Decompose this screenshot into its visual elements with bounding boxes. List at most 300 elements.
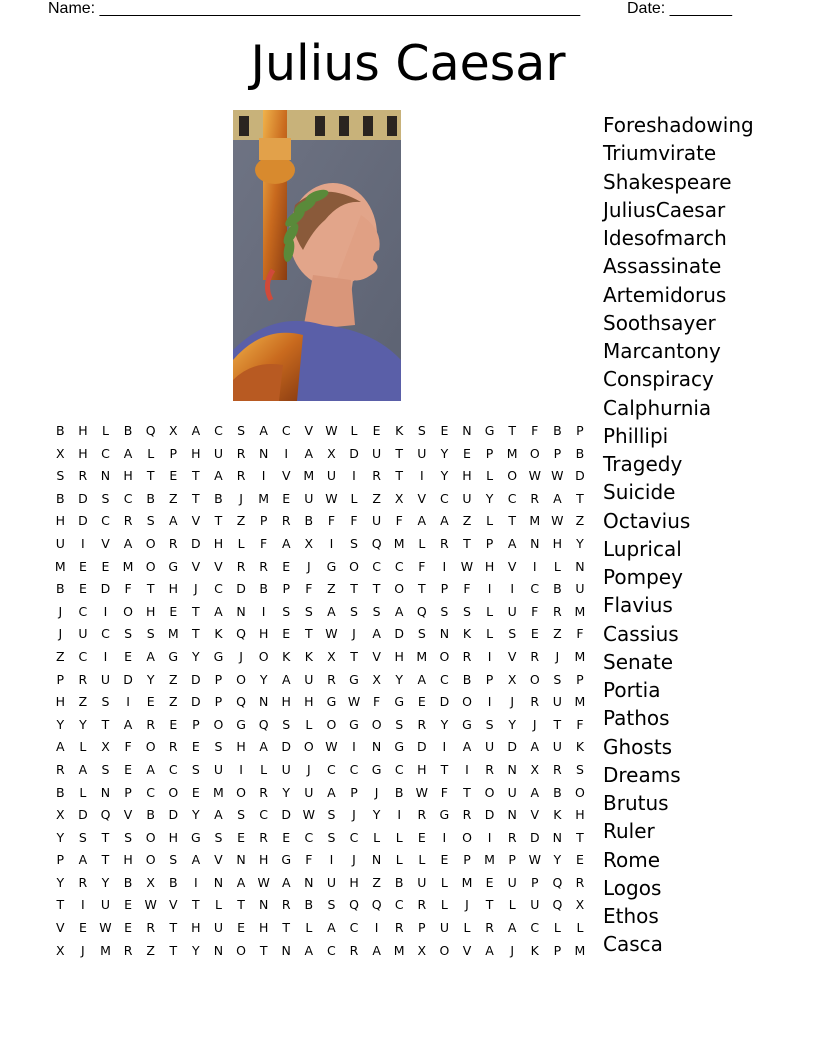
grid-letter: S: [463, 603, 471, 619]
grid-letter: C: [394, 558, 404, 574]
grid-letter: A: [123, 445, 133, 461]
grid-letter: R: [530, 648, 540, 664]
grid-letter: M: [416, 648, 428, 664]
grid-letter: I: [419, 468, 424, 484]
word-list-item: Marcantony: [603, 339, 721, 363]
grid-letter: L: [440, 874, 448, 890]
grid-row: [49, 804, 591, 827]
grid-letter: G: [281, 852, 292, 868]
grid-letter: K: [395, 423, 404, 438]
grid-letter: D: [529, 829, 540, 845]
grid-letter: L: [418, 852, 426, 868]
grid-letter: V: [168, 897, 178, 913]
grid-letter: O: [575, 784, 585, 800]
grid-letter: E: [372, 423, 381, 438]
grid-letter: R: [123, 942, 133, 958]
grid-letter: M: [258, 490, 270, 506]
grid-letter: T: [395, 468, 404, 484]
grid-letter: B: [394, 874, 404, 890]
grid-letter: F: [576, 716, 584, 732]
grid-letter: N: [507, 761, 517, 777]
grid-letter: Z: [56, 648, 65, 664]
grid-letter: M: [167, 626, 179, 642]
grid-letter: M: [122, 558, 134, 574]
grid-row: [49, 940, 591, 963]
grid-letter: R: [146, 920, 156, 936]
grid-letter: F: [576, 626, 584, 642]
grid-letter: H: [123, 852, 133, 868]
grid-letter: H: [484, 558, 495, 574]
grid-letter: I: [126, 694, 130, 710]
grid-letter: R: [259, 784, 268, 800]
grid-letter: M: [393, 942, 405, 958]
grid-letter: S: [553, 671, 562, 687]
grid-letter: C: [440, 490, 449, 506]
grid-letter: R: [236, 558, 246, 574]
grid-letter: A: [394, 603, 404, 619]
grid-letter: R: [281, 513, 291, 529]
grid-letter: C: [327, 761, 336, 777]
grid-letter: L: [102, 423, 109, 438]
grid-letter: S: [327, 829, 336, 845]
grid-letter: L: [79, 739, 87, 755]
grid-letter: A: [191, 423, 201, 438]
grid-letter: A: [327, 784, 336, 800]
grid-letter: J: [532, 716, 537, 732]
grid-letter: N: [281, 942, 291, 958]
grid-letter: O: [213, 716, 224, 732]
name-line: Name: ______________________________________________________: [48, 0, 581, 17]
grid-letter: I: [284, 445, 289, 461]
grid-letter: R: [123, 513, 133, 529]
grid-letter: N: [462, 423, 472, 438]
grid-letter: U: [78, 626, 88, 642]
grid-letter: U: [507, 874, 517, 890]
grid-letter: E: [169, 468, 178, 484]
grid-letter: G: [462, 716, 472, 732]
grid-letter: U: [485, 739, 495, 755]
grid-letter: A: [146, 648, 155, 664]
grid-letter: B: [146, 490, 155, 506]
grid-letter: V: [530, 807, 540, 823]
grid-letter: V: [417, 490, 427, 506]
grid-letter: W: [325, 739, 338, 755]
grid-letter: P: [169, 445, 178, 461]
grid-letter: M: [484, 852, 495, 868]
grid-letter: K: [304, 648, 313, 664]
grid-letter: C: [372, 558, 381, 574]
grid-letter: T: [214, 513, 223, 529]
grid-letter: N: [371, 739, 382, 755]
date-line: Date: _______: [627, 0, 732, 17]
grid-letter: W: [528, 468, 541, 484]
grid-letter: C: [101, 626, 110, 642]
grid-letter: A: [485, 942, 494, 958]
grid-letter: D: [439, 694, 450, 710]
grid-letter: H: [394, 648, 404, 664]
grid-letter: X: [372, 671, 381, 687]
grid-letter: B: [304, 897, 314, 913]
grid-letter: E: [169, 716, 178, 732]
grid-letter: U: [417, 445, 427, 461]
grid-letter: R: [327, 671, 336, 687]
grid-letter: Y: [576, 535, 584, 551]
grid-row: [49, 465, 591, 488]
grid-letter: E: [169, 603, 178, 619]
word-list-item: Flavius: [603, 593, 673, 618]
word-list-item: Portia: [603, 678, 661, 702]
grid-letter: I: [397, 807, 402, 823]
grid-letter: W: [347, 694, 361, 710]
grid-letter: Z: [327, 581, 336, 597]
grid-letter: P: [56, 671, 65, 687]
grid-letter: W: [551, 513, 564, 529]
grid-letter: F: [124, 581, 132, 597]
grid-row: [49, 601, 591, 624]
grid-letter: A: [236, 874, 246, 890]
grid-letter: Q: [416, 603, 427, 619]
grid-letter: N: [371, 852, 382, 868]
grid-letter: U: [213, 761, 224, 777]
grid-letter: R: [55, 761, 65, 777]
grid-letter: S: [440, 603, 449, 619]
grid-letter: K: [553, 807, 562, 823]
grid-letter: H: [281, 694, 291, 710]
grid-letter: B: [123, 874, 133, 890]
grid-row: [49, 736, 591, 759]
grid-letter: F: [124, 739, 132, 755]
grid-letter: Q: [371, 535, 382, 551]
grid-letter: F: [440, 784, 448, 800]
grid-letter: U: [281, 761, 291, 777]
grid-letter: T: [101, 829, 110, 845]
grid-letter: I: [487, 694, 492, 710]
grid-letter: U: [552, 694, 562, 710]
grid-letter: E: [146, 694, 155, 710]
grid-letter: L: [214, 897, 222, 913]
grid-letter: D: [575, 468, 585, 484]
grid-letter: S: [124, 829, 133, 845]
grid-letter: B: [259, 581, 268, 597]
grid-letter: V: [462, 942, 472, 958]
grid-letter: Z: [553, 626, 562, 642]
grid-letter: T: [101, 716, 110, 732]
grid-letter: A: [214, 468, 223, 484]
word-search-grid: [49, 420, 591, 962]
grid-letter: I: [442, 829, 447, 845]
grid-letter: F: [305, 852, 313, 868]
grid-letter: C: [123, 490, 133, 506]
grid-letter: S: [101, 761, 110, 777]
grid-letter: J: [239, 648, 243, 664]
grid-letter: D: [100, 581, 111, 597]
grid-row: [49, 488, 591, 511]
grid-letter: D: [123, 671, 133, 687]
grid-letter: L: [553, 920, 561, 936]
grid-letter: S: [146, 626, 155, 642]
grid-letter: J: [352, 852, 356, 868]
grid-letter: T: [192, 626, 200, 642]
grid-letter: S: [417, 423, 426, 438]
grid-letter: Q: [371, 897, 382, 913]
grid-row: [49, 556, 591, 579]
grid-letter: X: [304, 535, 314, 551]
grid-letter: D: [191, 671, 201, 687]
grid-letter: B: [56, 490, 65, 506]
grid-letter: H: [191, 920, 201, 936]
worksheet-header: [48, 0, 748, 20]
grid-letter: L: [463, 920, 471, 936]
grid-letter: N: [213, 942, 224, 958]
grid-letter: G: [326, 558, 337, 574]
grid-letter: S: [395, 716, 404, 732]
grid-letter: S: [214, 829, 223, 845]
grid-letter: P: [56, 852, 65, 868]
grid-letter: R: [485, 761, 494, 777]
grid-letter: N: [213, 874, 224, 890]
grid-letter: E: [576, 852, 584, 868]
grid-letter: P: [485, 445, 494, 461]
grid-letter: S: [327, 897, 336, 913]
grid-letter: C: [101, 445, 110, 461]
grid-letter: H: [78, 423, 88, 438]
grid-letter: R: [553, 761, 562, 777]
grid-letter: R: [530, 694, 540, 710]
grid-letter: Q: [236, 626, 246, 642]
grid-letter: H: [552, 535, 563, 551]
grid-letter: Y: [485, 490, 494, 506]
grid-letter: P: [418, 920, 426, 936]
grid-letter: Y: [146, 671, 155, 687]
grid-letter: X: [417, 942, 427, 958]
grid-letter: D: [484, 807, 495, 823]
grid-row: [49, 714, 591, 737]
grid-letter: L: [395, 829, 403, 845]
grid-letter: I: [261, 603, 266, 619]
grid-letter: P: [282, 581, 290, 597]
grid-row: [49, 623, 591, 646]
grid-letter: N: [236, 603, 246, 619]
grid-letter: N: [439, 626, 450, 642]
grid-letter: H: [191, 445, 201, 461]
grid-letter: R: [78, 468, 88, 484]
grid-letter: M: [574, 694, 586, 710]
grid-letter: S: [101, 694, 110, 710]
grid-letter: E: [191, 784, 200, 800]
grid-letter: Y: [372, 807, 381, 823]
grid-letter: R: [236, 445, 246, 461]
grid-letter: X: [56, 942, 65, 958]
grid-letter: K: [282, 648, 291, 664]
grid-letter: I: [239, 761, 243, 777]
grid-letter: N: [236, 852, 246, 868]
grid-letter: F: [373, 694, 381, 710]
grid-letter: H: [168, 581, 178, 597]
grid-letter: Y: [395, 671, 404, 687]
grid-letter: I: [81, 897, 85, 913]
grid-letter: F: [327, 513, 336, 529]
grid-letter: T: [576, 829, 584, 845]
grid-letter: J: [510, 694, 515, 710]
grid-letter: G: [394, 694, 405, 710]
grid-letter: D: [349, 445, 359, 461]
grid-letter: E: [101, 558, 110, 574]
grid-letter: V: [507, 558, 517, 574]
grid-letter: H: [417, 761, 427, 777]
grid-letter: R: [575, 874, 585, 890]
grid-letter: R: [168, 535, 178, 551]
grid-letter: N: [258, 897, 269, 913]
grid-letter: T: [282, 920, 291, 936]
grid-letter: J: [58, 626, 63, 642]
grid-letter: C: [168, 761, 178, 777]
grid-letter: T: [508, 423, 516, 438]
grid-letter: D: [281, 807, 292, 823]
grid-letter: I: [374, 920, 379, 936]
grid-letter: S: [191, 761, 200, 777]
word-list-item: Calphurnia: [603, 395, 712, 420]
grid-letter: S: [146, 513, 155, 529]
grid-letter: D: [78, 807, 88, 823]
grid-letter: H: [213, 535, 224, 551]
grid-letter: H: [78, 445, 88, 461]
grid-letter: V: [281, 468, 291, 484]
caesar-portrait: [233, 110, 401, 401]
word-list-item: Soothsayer: [603, 310, 716, 335]
grid-letter: I: [352, 739, 356, 755]
grid-letter: U: [372, 445, 382, 461]
grid-row: [49, 872, 591, 895]
grid-letter: M: [529, 513, 541, 529]
grid-letter: T: [576, 490, 584, 506]
grid-letter: R: [168, 739, 178, 755]
grid-letter: Y: [79, 716, 87, 732]
grid-letter: Y: [192, 942, 200, 958]
grid-letter: T: [350, 581, 358, 597]
grid-letter: Y: [192, 648, 200, 664]
grid-letter: R: [394, 920, 404, 936]
grid-letter: W: [302, 807, 316, 823]
grid-row: [49, 646, 591, 669]
grid-letter: B: [146, 807, 155, 823]
grid-letter: C: [440, 671, 449, 687]
grid-letter: D: [78, 490, 88, 506]
grid-letter: W: [460, 558, 474, 574]
grid-letter: G: [213, 648, 224, 664]
grid-letter: R: [507, 829, 517, 845]
grid-letter: E: [124, 920, 133, 936]
grid-letter: H: [236, 739, 246, 755]
grid-letter: C: [78, 603, 88, 619]
grid-letter: F: [463, 581, 471, 597]
grid-letter: L: [418, 535, 426, 551]
grid-letter: O: [326, 716, 337, 732]
grid-letter: S: [124, 626, 133, 642]
word-list-item: Pompey: [603, 565, 683, 589]
word-list-item: Phillipi: [603, 423, 669, 448]
grid-letter: A: [214, 603, 223, 619]
grid-letter: Z: [168, 490, 178, 506]
grid-row: [49, 510, 591, 533]
grid-letter: F: [418, 558, 426, 574]
grid-letter: S: [237, 423, 246, 438]
grid-letter: I: [532, 558, 537, 574]
grid-letter: O: [529, 445, 540, 461]
grid-letter: O: [529, 671, 540, 687]
word-list-item: Shakespeare: [603, 169, 732, 194]
grid-letter: G: [371, 761, 382, 777]
grid-letter: S: [485, 716, 494, 732]
grid-letter: Z: [236, 513, 246, 529]
grid-letter: E: [440, 423, 449, 438]
grid-letter: H: [575, 807, 585, 823]
grid-letter: B: [553, 784, 562, 800]
grid-letter: A: [56, 739, 65, 755]
grid-row: [49, 533, 591, 556]
grid-letter: H: [462, 468, 472, 484]
grid-letter: A: [327, 603, 336, 619]
word-list-item: Ruler: [603, 819, 655, 844]
grid-letter: G: [349, 671, 359, 687]
grid-letter: U: [326, 874, 336, 890]
grid-letter: R: [78, 874, 88, 890]
grid-letter: J: [510, 942, 515, 958]
grid-letter: V: [214, 558, 223, 574]
grid-letter: Z: [168, 671, 178, 687]
grid-letter: D: [394, 626, 405, 642]
grid-letter: A: [168, 513, 178, 529]
grid-letter: D: [281, 739, 292, 755]
grid-letter: C: [78, 648, 88, 664]
grid-letter: B: [56, 581, 65, 597]
grid-letter: O: [349, 558, 359, 574]
grid-letter: F: [350, 513, 358, 529]
grid-letter: S: [350, 603, 358, 619]
grid-letter: B: [56, 784, 65, 800]
grid-letter: U: [100, 897, 111, 913]
grid-letter: S: [304, 603, 313, 619]
grid-letter: O: [303, 739, 314, 755]
word-list-item: Ethos: [603, 904, 659, 928]
grid-letter: S: [508, 626, 517, 642]
grid-letter: F: [260, 535, 268, 551]
grid-letter: I: [81, 535, 85, 551]
grid-letter: A: [191, 852, 201, 868]
grid-letter: M: [100, 942, 111, 958]
grid-letter: D: [191, 535, 201, 551]
grid-letter: O: [394, 581, 405, 597]
grid-letter: P: [214, 694, 223, 710]
grid-letter: D: [168, 807, 179, 823]
grid-letter: Y: [192, 807, 200, 823]
grid-letter: R: [146, 716, 156, 732]
word-list-item: Logos: [603, 875, 662, 900]
word-list-item: Dreams: [603, 762, 681, 787]
grid-letter: Z: [146, 942, 155, 958]
grid-letter: J: [58, 603, 63, 619]
grid-letter: E: [78, 581, 87, 597]
grid-letter: A: [507, 920, 517, 936]
grid-letter: O: [462, 694, 472, 710]
grid-letter: U: [372, 513, 382, 529]
grid-letter: N: [507, 807, 517, 823]
grid-letter: A: [123, 716, 133, 732]
grid-letter: R: [236, 468, 246, 484]
grid-letter: Y: [56, 716, 65, 732]
grid-letter: A: [304, 445, 314, 461]
grid-letter: N: [100, 784, 111, 800]
grid-letter: E: [282, 490, 291, 506]
